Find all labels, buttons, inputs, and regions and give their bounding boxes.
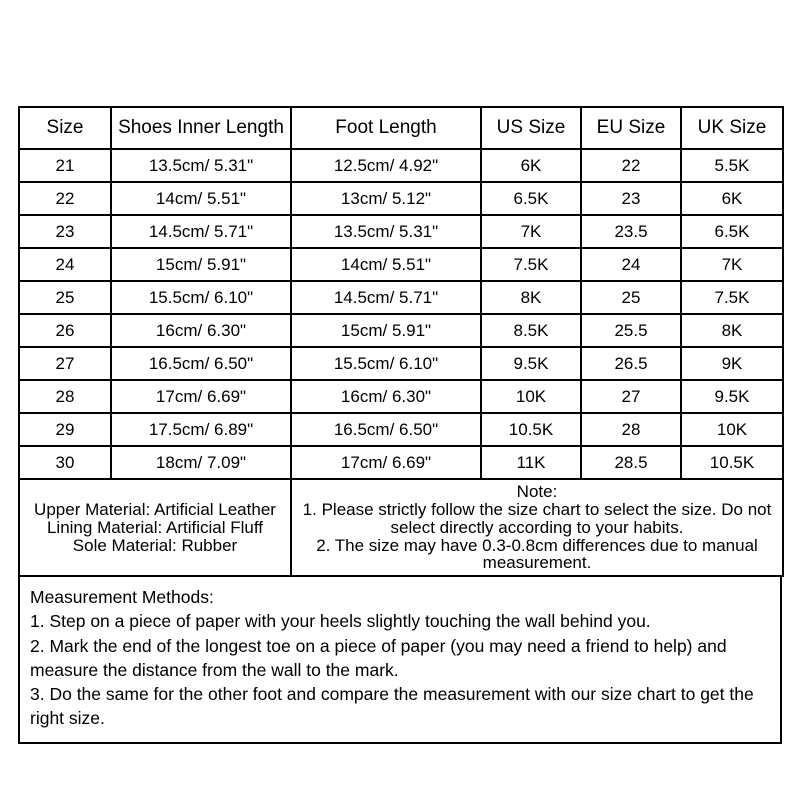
table-row [19, 347, 783, 380]
cell-eu-size: 24 [581, 248, 681, 281]
cell-foot-length: 14.5cm/ 5.71" [291, 281, 481, 314]
cell-foot-length: 17cm/ 6.69" [291, 446, 481, 479]
table-row [19, 446, 783, 479]
cell-us-size: 6K [481, 149, 581, 182]
cell-eu-size: 23 [581, 182, 681, 215]
table-row [19, 215, 783, 248]
measurement-methods-title: Measurement Methods: [30, 587, 214, 608]
note-box [291, 479, 783, 576]
cell-eu-size: 25 [581, 281, 681, 314]
cell-eu-size: 28.5 [581, 446, 681, 479]
sole-material-text: Sole Material: Rubber [72, 535, 238, 555]
table-row [19, 314, 783, 347]
cell-us-size: 8.5K [481, 314, 581, 347]
cell-foot-length: 15cm/ 5.91" [291, 314, 481, 347]
cell-us-size: 7K [481, 215, 581, 248]
cell-us-size: 6.5K [481, 182, 581, 215]
cell-foot-length: 14cm/ 5.51" [291, 248, 481, 281]
cell-foot-length: 15.5cm/ 6.10" [291, 347, 481, 380]
cell-uk-size: 6.5K [681, 215, 783, 248]
cell-foot-length: 16.5cm/ 6.50" [291, 413, 481, 446]
column-header-uk-size: UK Size [681, 107, 783, 149]
materials-box [19, 479, 291, 576]
table-row [19, 182, 783, 215]
cell-inner-length: 15.5cm/ 6.10" [111, 281, 291, 314]
cell-foot-length: 13.5cm/ 5.31" [291, 215, 481, 248]
upper-material-text: Upper Material: Artificial Leather [34, 499, 276, 519]
note-title: Note: [516, 482, 558, 501]
size-chart-container [18, 106, 782, 744]
cell-inner-length: 14.5cm/ 5.71" [111, 215, 291, 248]
cell-uk-size: 7.5K [681, 281, 783, 314]
cell-uk-size: 6K [681, 182, 783, 215]
measurement-methods-box [18, 577, 782, 744]
cell-uk-size: 5.5K [681, 149, 783, 182]
cell-uk-size: 8K [681, 314, 783, 347]
cell-inner-length: 13.5cm/ 5.31" [111, 149, 291, 182]
cell-eu-size: 26.5 [581, 347, 681, 380]
cell-us-size: 8K [481, 281, 581, 314]
size-chart-table [18, 106, 784, 577]
materials-and-note-row [19, 479, 783, 576]
cell-size: 25 [19, 281, 111, 314]
cell-uk-size: 9K [681, 347, 783, 380]
cell-eu-size: 25.5 [581, 314, 681, 347]
lining-material-text: Lining Material: Artificial Fluff [46, 517, 264, 537]
table-row [19, 413, 783, 446]
cell-inner-length: 16.5cm/ 6.50" [111, 347, 291, 380]
cell-inner-length: 14cm/ 5.51" [111, 182, 291, 215]
cell-foot-length: 13cm/ 5.12" [291, 182, 481, 215]
cell-uk-size: 7K [681, 248, 783, 281]
cell-eu-size: 22 [581, 149, 681, 182]
measurement-step-2: 2. Mark the end of the longest toe on a piece of paper (you may need a friend to help) and measure the distance from the wall to the mark. [30, 635, 727, 680]
cell-eu-size: 27 [581, 380, 681, 413]
cell-size: 29 [19, 413, 111, 446]
cell-size: 30 [19, 446, 111, 479]
cell-foot-length: 16cm/ 6.30" [291, 380, 481, 413]
table-row [19, 380, 783, 413]
cell-eu-size: 28 [581, 413, 681, 446]
cell-inner-length: 16cm/ 6.30" [111, 314, 291, 347]
cell-size: 23 [19, 215, 111, 248]
measurement-step-1: 1. Step on a piece of paper with your heels slightly touching the wall behind you. [30, 611, 651, 632]
cell-size: 24 [19, 248, 111, 281]
cell-inner-length: 17.5cm/ 6.89" [111, 413, 291, 446]
cell-us-size: 10K [481, 380, 581, 413]
note-line-1: 1. Please strictly follow the size chart to select the size. Do not select directly according to your habits. [302, 499, 772, 537]
table-row [19, 149, 783, 182]
column-header-size: Size [19, 107, 111, 149]
cell-uk-size: 9.5K [681, 380, 783, 413]
column-header-eu-size: EU Size [581, 107, 681, 149]
cell-eu-size: 23.5 [581, 215, 681, 248]
cell-uk-size: 10.5K [681, 446, 783, 479]
table-header-row [19, 107, 783, 149]
cell-size: 26 [19, 314, 111, 347]
table-row [19, 281, 783, 314]
cell-size: 27 [19, 347, 111, 380]
cell-us-size: 7.5K [481, 248, 581, 281]
cell-inner-length: 15cm/ 5.91" [111, 248, 291, 281]
cell-inner-length: 18cm/ 7.09" [111, 446, 291, 479]
note-line-2: 2. The size may have 0.3-0.8cm differences due to manual measurement. [316, 535, 758, 573]
column-header-foot-length: Foot Length [291, 107, 481, 149]
measurement-step-3: 3. Do the same for the other foot and compare the measurement with our size chart to get the right size. [30, 683, 754, 728]
cell-us-size: 11K [481, 446, 581, 479]
table-row [19, 248, 783, 281]
cell-us-size: 10.5K [481, 413, 581, 446]
cell-size: 28 [19, 380, 111, 413]
cell-foot-length: 12.5cm/ 4.92" [291, 149, 481, 182]
cell-inner-length: 17cm/ 6.69" [111, 380, 291, 413]
column-header-shoes-inner-length: Shoes Inner Length [111, 107, 291, 149]
cell-uk-size: 10K [681, 413, 783, 446]
cell-us-size: 9.5K [481, 347, 581, 380]
column-header-us-size: US Size [481, 107, 581, 149]
cell-size: 22 [19, 182, 111, 215]
cell-size: 21 [19, 149, 111, 182]
